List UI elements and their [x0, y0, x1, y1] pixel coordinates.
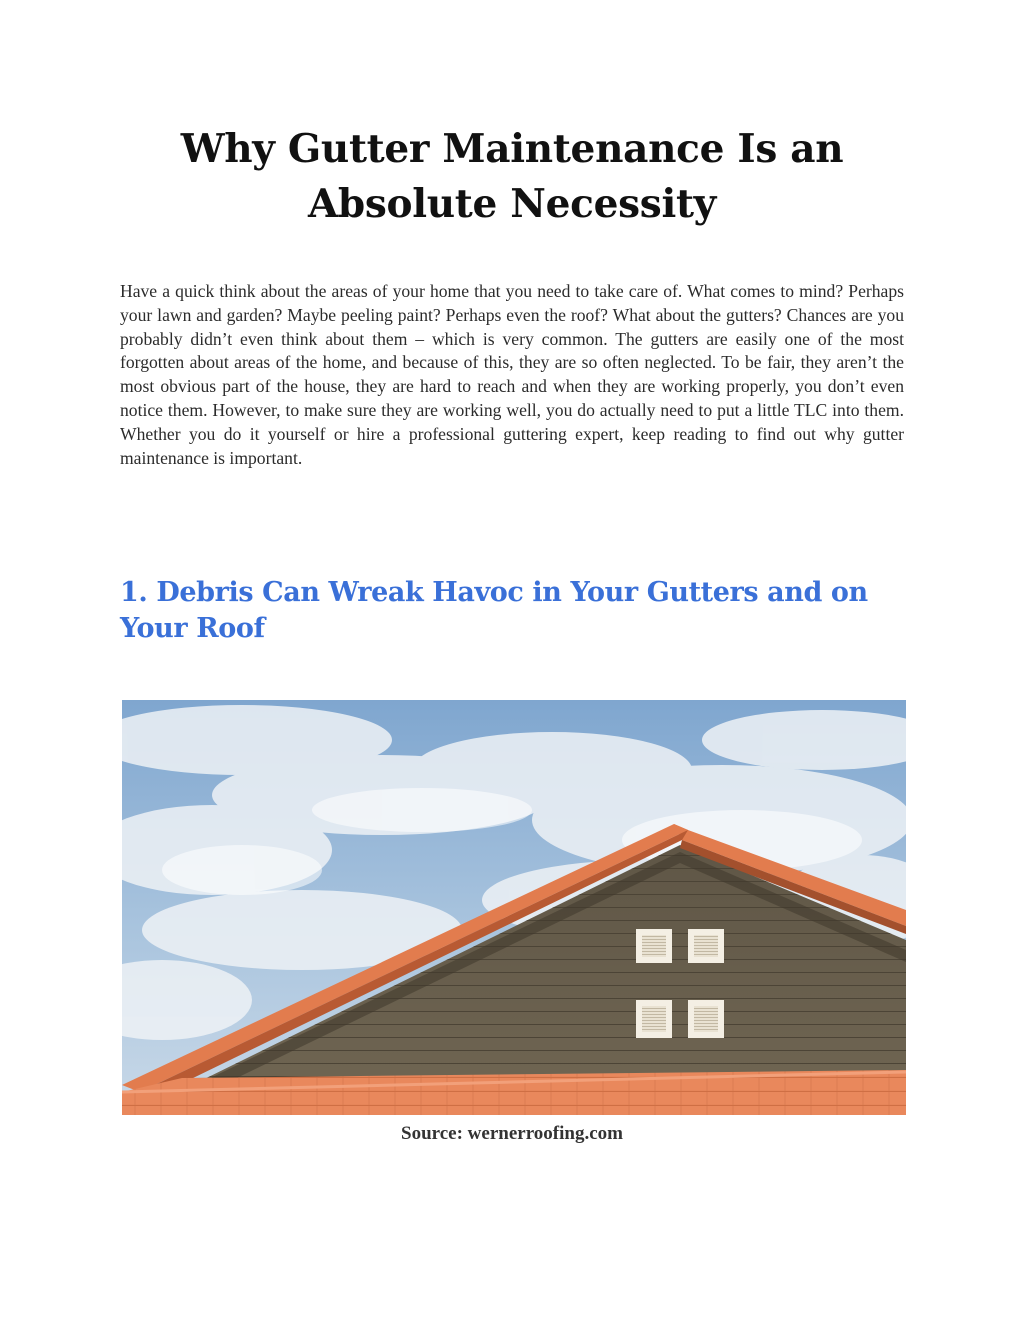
section-heading-debris: 1. Debris Can Wreak Havoc in Your Gutters and on Your Roof [120, 577, 868, 644]
roof-illustration [122, 700, 906, 1115]
page-title: Why Gutter Maintenance Is an Absolute Necessity [180, 126, 844, 227]
roof-photo [122, 700, 906, 1115]
image-caption: Source: wernerroofing.com [401, 1123, 623, 1144]
intro-paragraph: Have a quick think about the areas of your home that you need to take care of. What comes to mind? Perhaps your lawn and garden? Maybe peeling paint? Perhaps even the roof? What about the gutters? Chances are you probably didn’t even think about them – which is very common. The gutters are easily one of the most forgotten about areas of the home, and because of this, they are so often neglected. To be fair, they aren’t the most obvious part of the house, they are hard to reach and when they are working properly, you don’t even notice them. However, to make sure they are working well, you do actually need to put a little TLC into them. Whether you do it yourself or hire a professional guttering expert, keep reading to find out why gutter maintenance is important. [120, 281, 904, 468]
